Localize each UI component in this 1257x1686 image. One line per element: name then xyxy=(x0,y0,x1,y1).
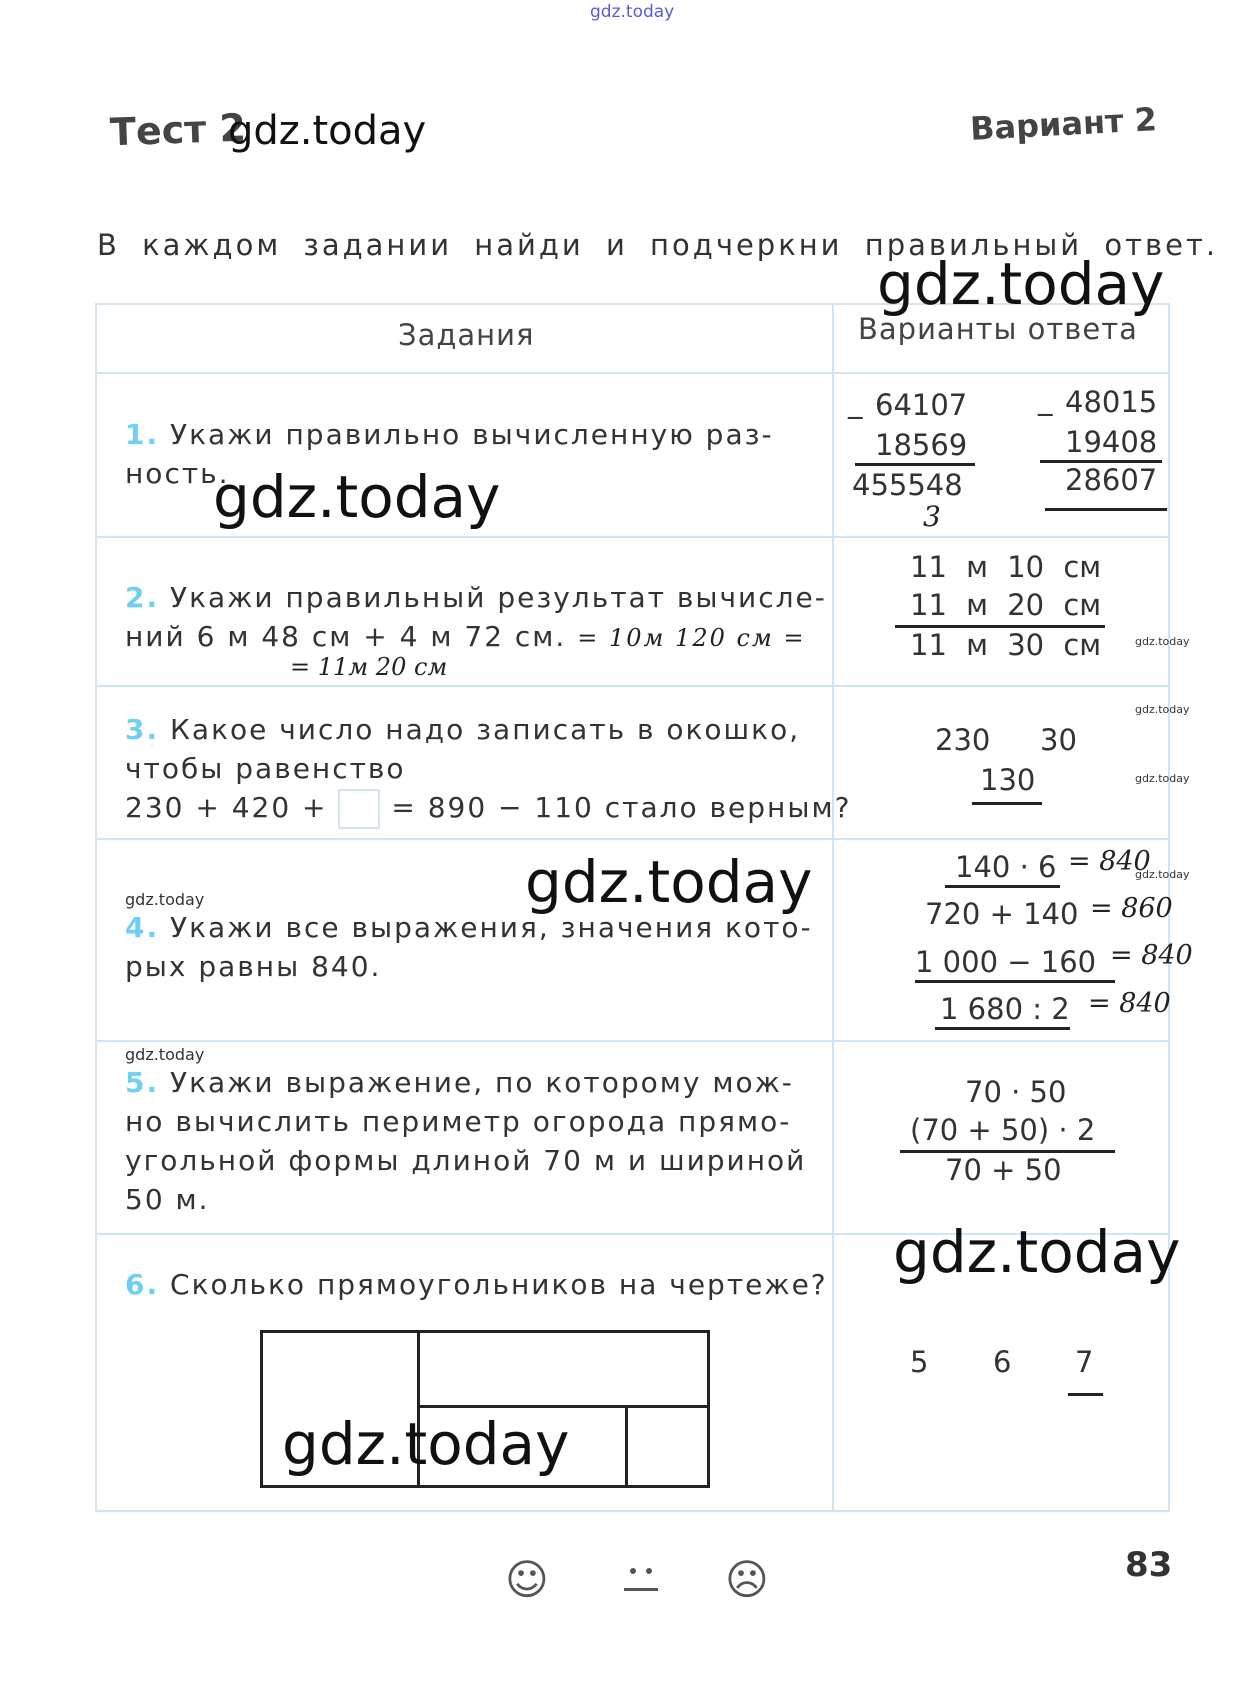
task-1-option-1-result: 455548 xyxy=(852,468,963,502)
task-6-option-2: 6 xyxy=(993,1345,1012,1379)
task-5-option-3: 70 + 50 xyxy=(945,1153,1062,1187)
task-6-text: 6. Сколько прямоугольников на чертеже? xyxy=(125,1268,828,1301)
watermark-small: gdz.today xyxy=(1135,635,1190,648)
task-1-option-1-line xyxy=(855,463,975,466)
task-6-number: 6. xyxy=(125,1268,160,1301)
task-6-option-3: 7 xyxy=(1075,1345,1094,1379)
task-1-option-1-correction: 3 xyxy=(923,500,941,533)
task-4-expression-2: 720 + 140 xyxy=(925,897,1079,931)
task-1-option-1-minus: _ xyxy=(848,385,863,419)
watermark-small: gdz.today xyxy=(1135,703,1190,716)
watermark-task1: gdz.today xyxy=(213,463,501,531)
drawing-divider-horizontal xyxy=(417,1405,707,1408)
task-3-option-1: 230 xyxy=(935,723,991,757)
task-1-number: 1. xyxy=(125,418,160,451)
task-2-option-2: 11 м 20 см xyxy=(910,588,1102,622)
sad-face-icon: ☹ xyxy=(725,1555,769,1604)
table-header-line xyxy=(95,372,1170,374)
task-2-number: 2. xyxy=(125,581,160,614)
watermark-title: gdz.today xyxy=(228,108,427,154)
task-5-option-2: (70 + 50) · 2 xyxy=(910,1113,1096,1147)
row-divider xyxy=(95,685,1170,687)
task-5-number: 5. xyxy=(125,1066,160,1099)
watermark-small: gdz.today xyxy=(1135,772,1190,785)
answer-window-box xyxy=(338,789,380,829)
watermark-header: gdz.today xyxy=(877,250,1165,318)
task-4-underline-1 xyxy=(945,885,1060,888)
task-3-number: 3. xyxy=(125,713,160,746)
drawing-divider-vertical-2 xyxy=(625,1405,628,1485)
task-1-answer-underline xyxy=(1045,508,1167,511)
header-answers: Варианты ответа xyxy=(858,312,1138,346)
task-4-handwriting-2: = 860 xyxy=(1090,893,1173,924)
task-6-answer-underline xyxy=(1068,1393,1103,1396)
task-1-option-1-subtrahend: 18569 xyxy=(875,428,968,462)
task-3-option-2: 30 xyxy=(1040,723,1077,757)
header-tasks: Задания xyxy=(398,318,535,352)
watermark-drawing: gdz.today xyxy=(282,1410,570,1478)
task-4-handwriting-4: = 840 xyxy=(1088,988,1171,1019)
row-divider xyxy=(95,838,1170,840)
table-left-line xyxy=(95,303,97,1512)
task-5-option-1: 70 · 50 xyxy=(965,1075,1067,1109)
variant-label: Вариант 2 xyxy=(969,100,1158,148)
task-2-handwriting-b: = 11м 20 см xyxy=(290,653,448,681)
task-1-option-2-minuend: 48015 xyxy=(1065,385,1158,419)
task-4-expression-3: 1 000 − 160 xyxy=(915,945,1097,979)
watermark-small-task5: gdz.today xyxy=(125,1045,205,1064)
test-title: Тест 2 xyxy=(109,105,247,155)
task-1-option-2-minus: _ xyxy=(1038,382,1053,416)
task-3-answer-underline xyxy=(972,802,1042,805)
task-2-handwriting-a: = 10м 120 см = xyxy=(577,624,806,652)
task-4-underline-3 xyxy=(915,980,1115,983)
task-4-number: 4. xyxy=(125,911,160,944)
task-4-handwriting-3: = 840 xyxy=(1110,940,1193,971)
watermark-small-task4: gdz.today xyxy=(125,890,205,909)
table-bottom-line xyxy=(95,1510,1170,1512)
task-1-option-2-subtrahend: 19408 xyxy=(1065,425,1158,459)
task-1-option-2-result: 28607 xyxy=(1065,463,1158,497)
task-4-expression-1: 140 · 6 xyxy=(955,850,1057,884)
watermark-task4: gdz.today xyxy=(525,848,813,916)
happy-face-icon: ☺ xyxy=(505,1555,549,1604)
task-4-underline-4 xyxy=(935,1027,1070,1030)
row-divider xyxy=(95,1040,1170,1042)
task-2-option-3: 11 м 30 см xyxy=(910,628,1102,662)
task-1-text: 1. Укажи правильно вычисленную раз- ность. xyxy=(125,418,774,490)
watermark-small: gdz.today xyxy=(1135,868,1190,881)
task-3-text: 3. Какое число надо записать в окошко, чтобы равенство 230 + 420 + = 890 − 110 стало верным? xyxy=(125,710,851,829)
neutral-face-icon xyxy=(620,1560,662,1602)
instruction: В каждом задании найди и подчеркни правильный ответ. xyxy=(97,228,1219,262)
row-divider xyxy=(95,536,1170,538)
task-2-option-1: 11 м 10 см xyxy=(910,550,1102,584)
task-3-option-3: 130 xyxy=(980,763,1036,797)
task-2-text: 2. Укажи правильный результат вычисле- ний 6 м 48 см + 4 м 72 см. = 10м 120 см = xyxy=(125,581,827,653)
task-1-option-1-minuend: 64107 xyxy=(875,388,968,422)
watermark-task6: gdz.today xyxy=(893,1218,1181,1286)
page-number: 83 xyxy=(1125,1545,1173,1585)
watermark-top: gdz.today xyxy=(590,2,675,22)
task-5-text: 5. Укажи выражение, по которому мож- но вычислить периметр огорода прямо- угольной формы длиной 70 м и шириной 50 м. xyxy=(125,1066,807,1216)
task-4-expression-4: 1 680 : 2 xyxy=(940,992,1070,1026)
task-4-text: 4. Укажи все выражения, значения кото- рых равны 840. xyxy=(125,911,813,983)
task-4-handwriting-1: = 840 xyxy=(1068,846,1151,877)
task-6-option-1: 5 xyxy=(910,1345,929,1379)
table-col-line xyxy=(832,303,834,1512)
